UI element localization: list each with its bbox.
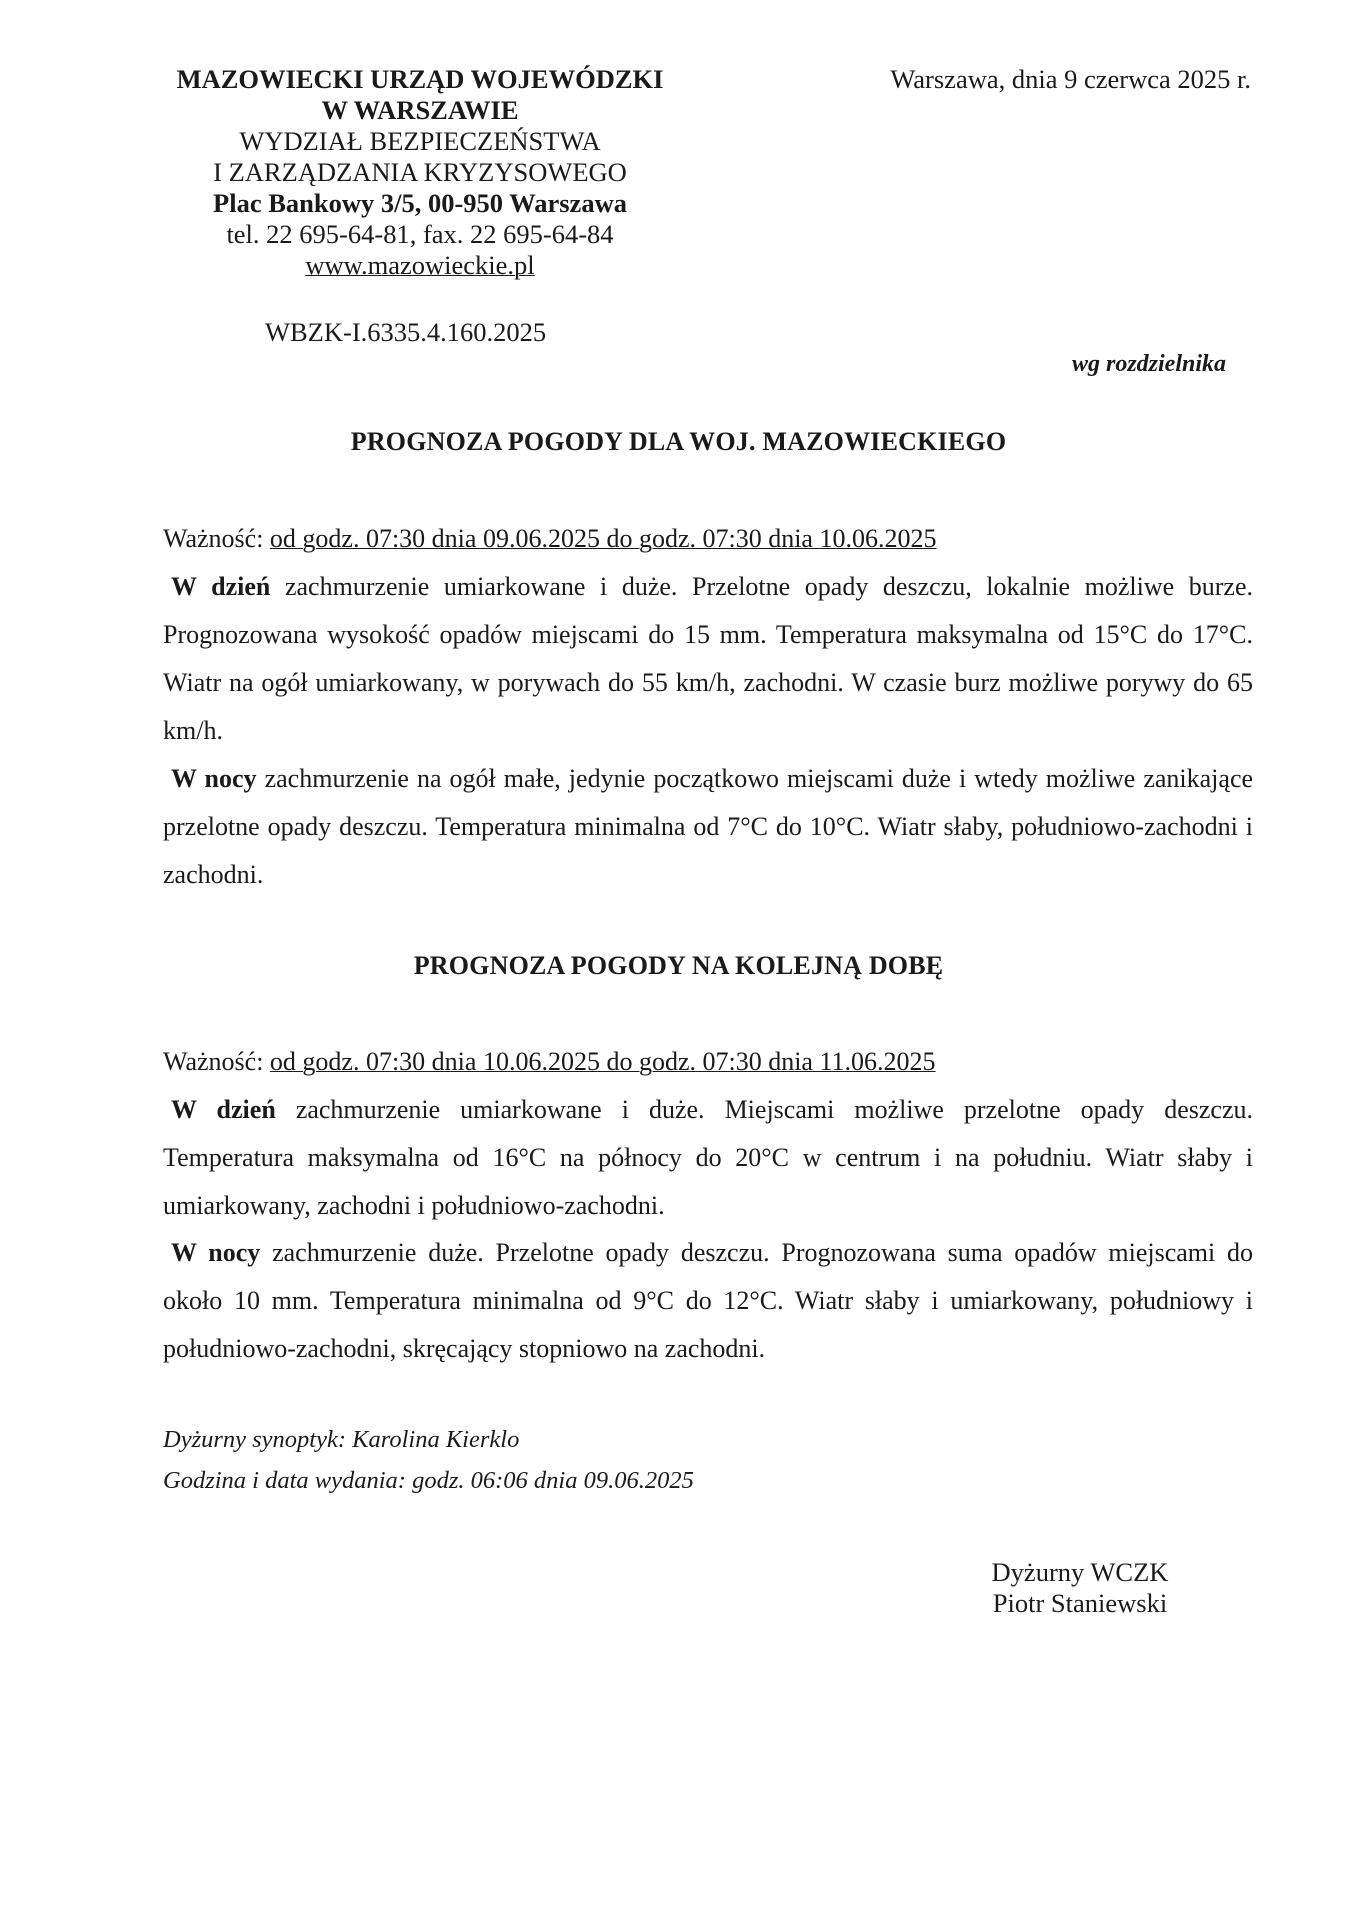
signature-block bbox=[980, 1557, 1180, 1619]
forecast-title-today: PROGNOZA POGODY DLA WOJ. MAZOWIECKIEGO bbox=[350, 427, 1007, 456]
day-label: W dzień bbox=[171, 572, 271, 601]
issue-time-note: Godzina i data wydania: godz. 06:06 dnia 09.06.2025 bbox=[163, 1467, 694, 1494]
validity-next-day bbox=[163, 1046, 936, 1077]
day-label: W dzień bbox=[171, 1095, 276, 1124]
place-and-date: Warszawa, dnia 9 czerwca 2025 r. bbox=[890, 64, 1251, 94]
office-name-line1: MAZOWIECKI URZĄD WOJEWÓDZKI bbox=[176, 64, 664, 94]
office-name-line2: W WARSZAWIE bbox=[321, 95, 519, 125]
validity-label: Ważność: bbox=[163, 1047, 264, 1076]
office-website-link[interactable]: www.mazowieckie.pl bbox=[305, 250, 535, 280]
signature-name: Piotr Staniewski bbox=[992, 1588, 1168, 1618]
validity-range: od godz. 07:30 dnia 09.06.2025 do godz. 07:30 dnia 10.06.2025 bbox=[269, 524, 937, 553]
forecaster-note: Dyżurny synoptyk: Karolina Kierklo bbox=[163, 1426, 520, 1453]
validity-label: Ważność: bbox=[163, 524, 264, 553]
day-text: zachmurzenie umiarkowane i duże. Miejscami możliwe przelotne opady deszczu. Temperatura maksymalna od 16°C na północy do 20°C w centrum i na południu. Wiatr słaby i umiarkowany, zachodni i południowo-zachodni. bbox=[163, 1095, 1253, 1220]
validity-range: od godz. 07:30 dnia 10.06.2025 do godz. 07:30 dnia 11.06.2025 bbox=[269, 1047, 936, 1076]
office-phone: tel. 22 695-64-81, fax. 22 695-64-84 bbox=[226, 219, 614, 249]
recipient-note: wg rozdzielnika bbox=[1071, 351, 1226, 377]
night-text: zachmurzenie duże. Przelotne opady deszczu. Prognozowana suma opadów miejscami do około 10 mm. Temperatura minimalna od 9°C do 12°C. Wiatr słaby i umiarkowany, południowy i południowo-zachodni, skręcający stopniowo na zachodni. bbox=[163, 1238, 1254, 1363]
forecast-title-next-day: PROGNOZA POGODY NA KOLEJNĄ DOBĘ bbox=[413, 951, 944, 980]
letterhead bbox=[130, 64, 710, 281]
document-reference-number: WBZK-I.6335.4.160.2025 bbox=[265, 317, 547, 347]
night-label: W nocy bbox=[171, 1238, 261, 1267]
signature-role: Dyżurny WCZK bbox=[991, 1557, 1169, 1587]
night-label: W nocy bbox=[171, 764, 257, 793]
office-address: Plac Bankowy 3/5, 00-950 Warszawa bbox=[213, 188, 627, 218]
department-line1: WYDZIAŁ BEZPIECZEŃSTWA bbox=[239, 126, 601, 156]
night-text: zachmurzenie na ogół małe, jedynie początkowo miejscami duże i wtedy możliwe zanikające przelotne opady deszczu. Temperatura minimalna od 7°C do 10°C. Wiatr słaby, południowo-zachodni i zachodni. bbox=[163, 764, 1254, 889]
forecast-next-night bbox=[163, 1229, 1253, 1373]
forecast-today-night bbox=[163, 755, 1253, 899]
forecast-next-day bbox=[163, 1086, 1253, 1230]
department-line2: I ZARZĄDZANIA KRYZYSOWEGO bbox=[213, 157, 627, 187]
forecast-today-day bbox=[163, 563, 1253, 755]
day-text: zachmurzenie umiarkowane i duże. Przelotne opady deszczu, lokalnie możliwe burze. Prognozowana wysokość opadów miejscami do 15 mm. Temperatura maksymalna od 15°C do 17°C. Wiatr na ogół umiarkowany, w porywach do 55 km/h, zachodni. W czasie burz możliwe porywy do 65 km/h. bbox=[163, 572, 1254, 745]
validity-today bbox=[163, 523, 936, 554]
